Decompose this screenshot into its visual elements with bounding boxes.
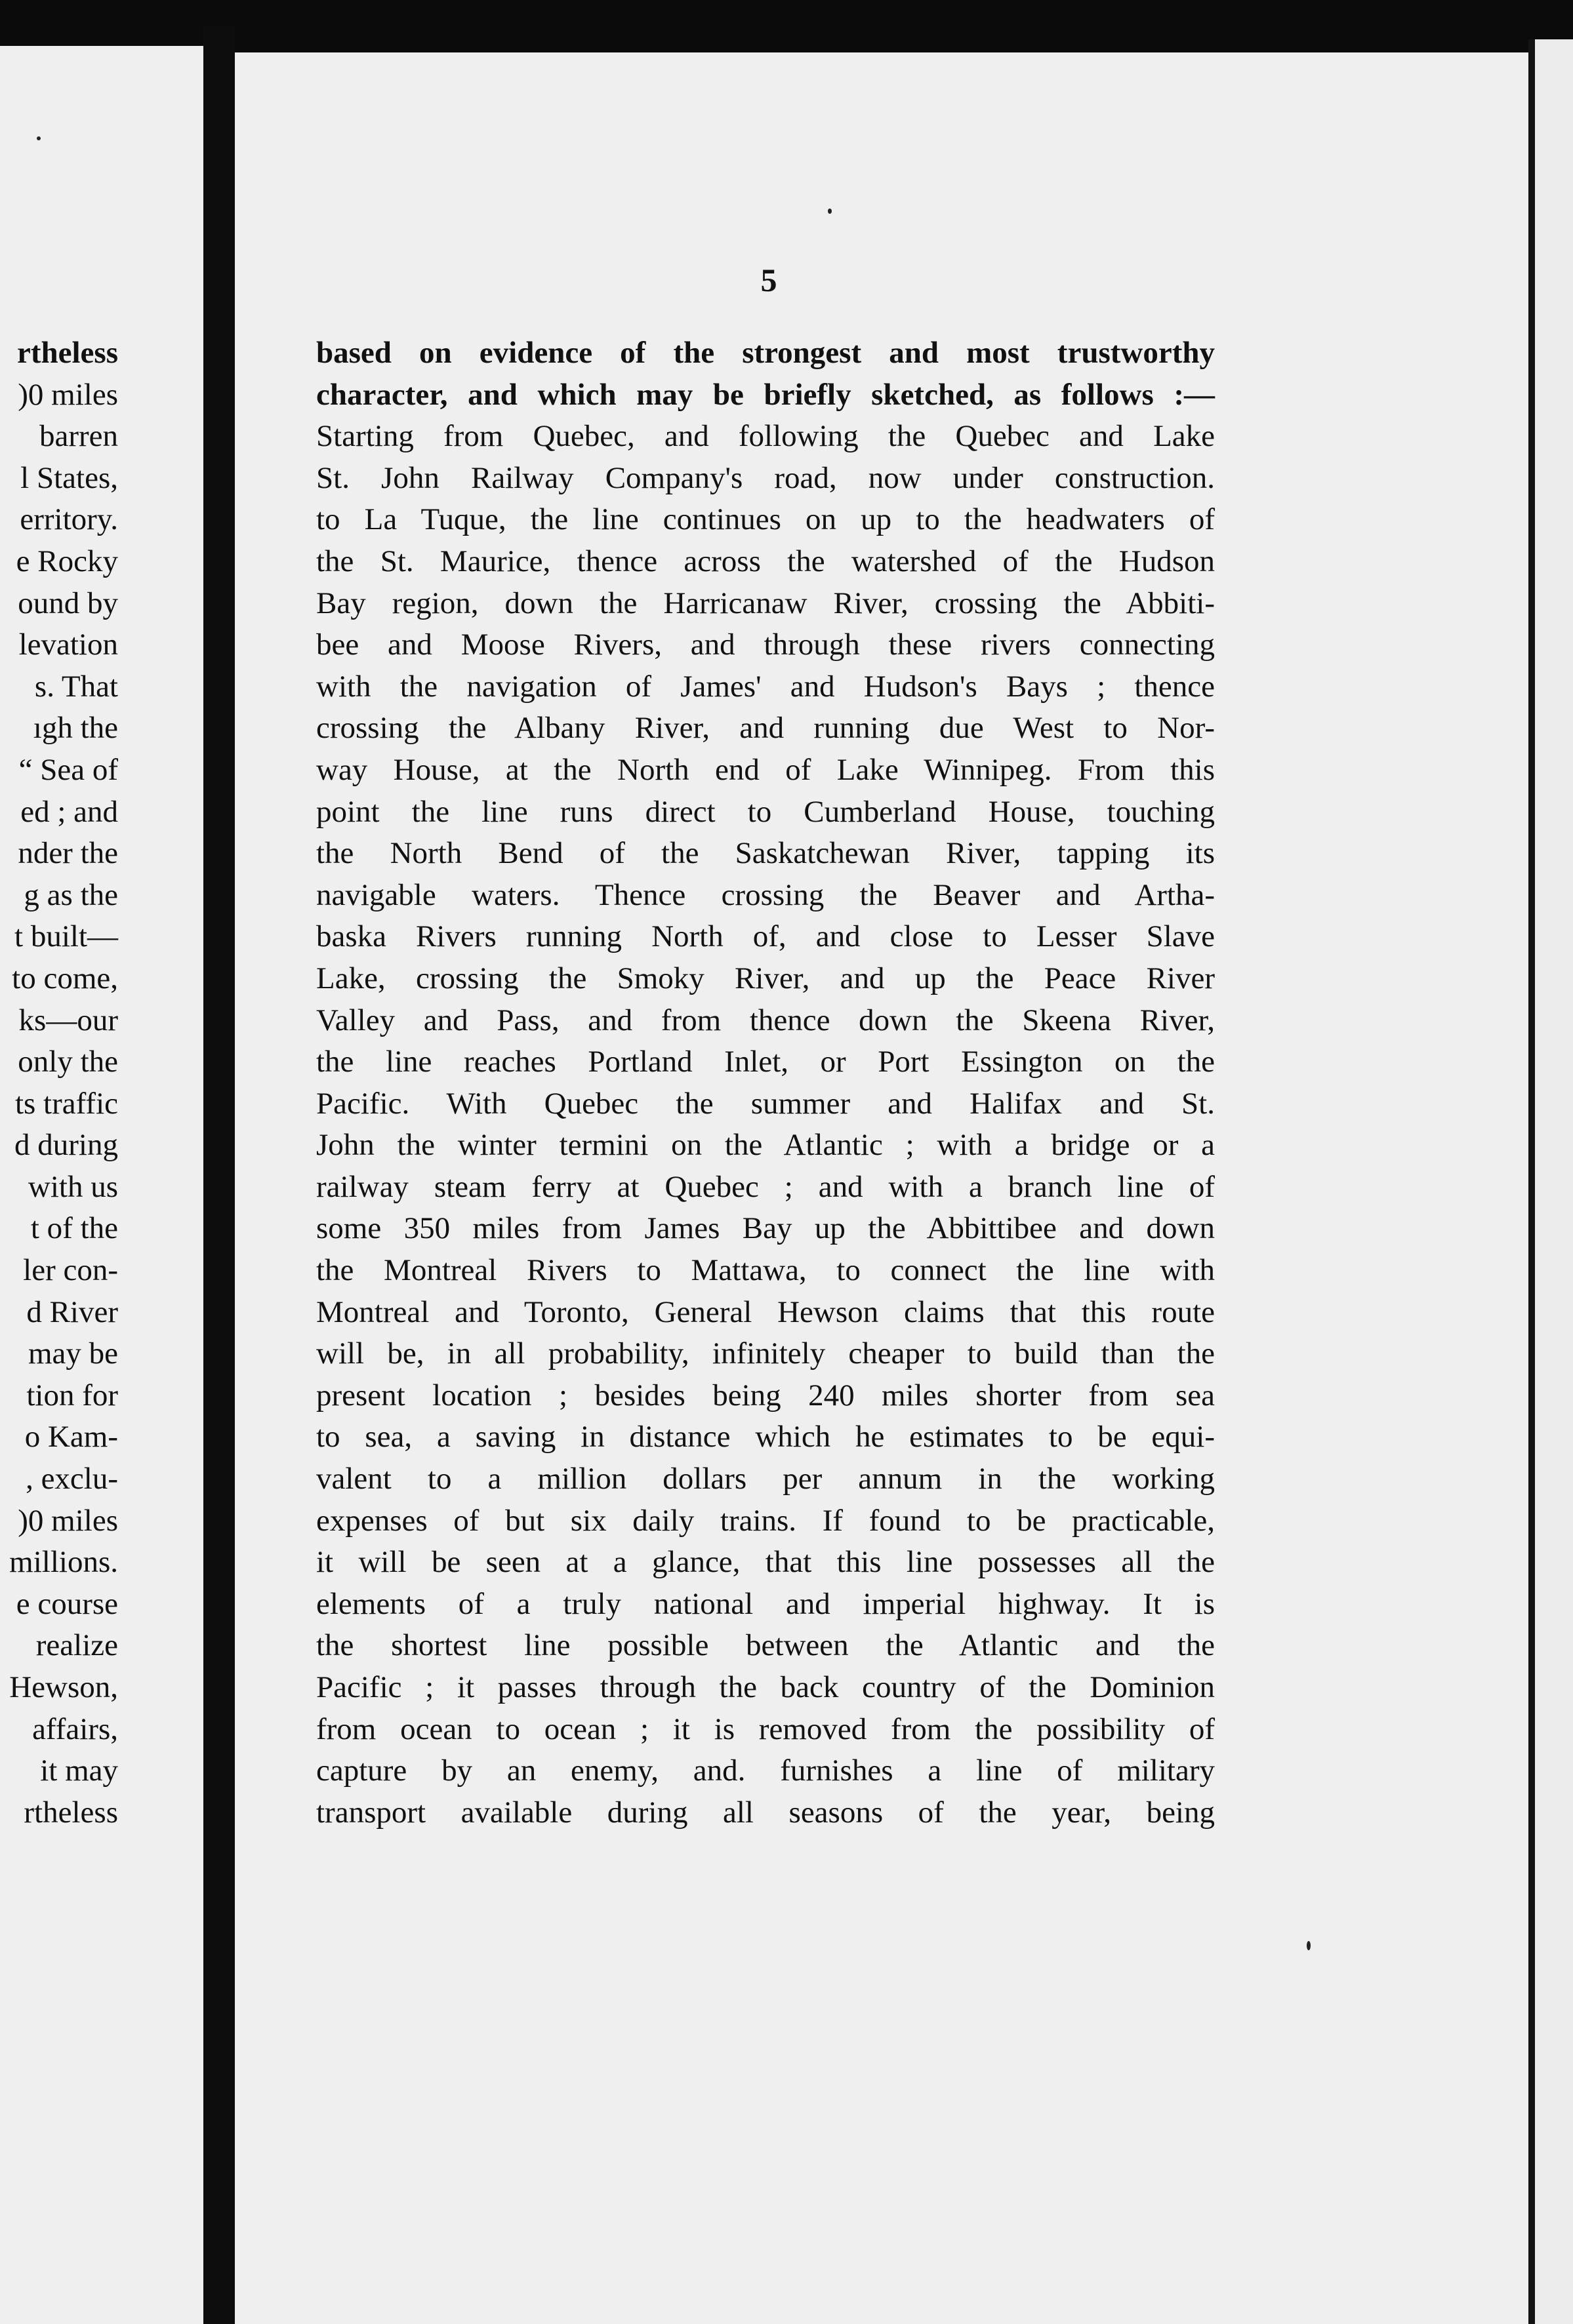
- fragment-line: erritory.: [20, 502, 118, 537]
- text-line: valent to a million dollars per annum in the working: [316, 1462, 1215, 1496]
- text-line: Pacific. With Quebec the summer and Halifax and St.: [316, 1086, 1215, 1121]
- fragment-line: ound by: [18, 586, 118, 620]
- fragment-line: rtheless: [24, 1795, 118, 1830]
- fragment-line: with us: [28, 1169, 118, 1204]
- fragment-line: barren: [39, 419, 118, 454]
- fragment-line: levation: [18, 628, 118, 662]
- text-line: point the line runs direct to Cumberland House, touching: [316, 794, 1215, 829]
- fragment-line: g as the: [24, 877, 118, 912]
- fragment-line: rtheless: [16, 336, 118, 370]
- text-line: with the navigation of James' and Hudson's Bays ; thence: [316, 669, 1215, 704]
- page-number: 5: [760, 262, 777, 298]
- text-line: John the winter termini on the Atlantic ; with a bridge or a: [316, 1128, 1215, 1163]
- dust-speck: [828, 209, 832, 214]
- text-line: Lake, crossing the Smoky River, and up the Peace River: [316, 961, 1215, 995]
- fragment-line: it may: [40, 1753, 118, 1788]
- fragment-line: )0 miles: [18, 377, 118, 412]
- text-line: to sea, a saving in distance which he estimates to be equi-: [316, 1420, 1215, 1454]
- fragment-line: to come,: [12, 961, 118, 995]
- text-line: way House, at the North end of Lake Winnipeg. From this: [316, 752, 1215, 787]
- fragment-line: may be: [28, 1336, 118, 1371]
- fragment-line: d during: [14, 1128, 118, 1163]
- fragment-line: d River: [26, 1294, 118, 1329]
- fragment-line: ıgh the: [33, 711, 118, 746]
- text-line: Starting from Quebec, and following the Quebec and Lake: [316, 419, 1215, 454]
- text-line: character, and which may be briefly sketched, as follows :—: [316, 377, 1215, 412]
- dust-speck: [1307, 1941, 1311, 1950]
- text-line: expenses of but six daily trains. If found to be practicable,: [316, 1503, 1215, 1538]
- text-line: Bay region, down the Harricanaw River, crossing the Abbiti-: [316, 586, 1215, 620]
- text-line: to La Tuque, the line continues on up to the headwaters of: [316, 502, 1215, 537]
- text-line: railway steam ferry at Quebec ; and with a branch line of: [316, 1169, 1215, 1204]
- next-page-edge: [1528, 39, 1573, 2324]
- fragment-line: realize: [35, 1628, 118, 1663]
- text-line: the line reaches Portland Inlet, or Port Essington on the: [316, 1045, 1215, 1079]
- text-line: Valley and Pass, and from thence down the Skeena River,: [316, 1003, 1215, 1037]
- fragment-line: ler con-: [23, 1253, 118, 1288]
- text-line: St. John Railway Company's road, now under construction.: [316, 460, 1215, 495]
- text-line: baska Rivers running North of, and close to Lesser Slave: [316, 919, 1215, 954]
- text-line: Montreal and Toronto, General Hewson claims that this route: [316, 1294, 1215, 1329]
- fragment-line: l States,: [20, 460, 118, 495]
- text-line: capture by an enemy, and. furnishes a line of military: [316, 1753, 1215, 1788]
- text-line: the shortest line possible between the Atlantic and the: [316, 1628, 1215, 1663]
- book-gutter: [203, 26, 235, 2324]
- fragment-line: ed ; and: [20, 794, 118, 829]
- previous-page-text: [9, 333, 118, 1834]
- fragment-line: Hewson,: [9, 1670, 118, 1704]
- fragment-line: “ Sea of: [18, 752, 118, 787]
- text-line: crossing the Albany River, and running due West to Nor-: [316, 711, 1215, 746]
- text-line: based on evidence of the strongest and most trustworthy: [316, 336, 1215, 370]
- text-line: present location ; besides being 240 miles shorter from sea: [316, 1378, 1215, 1412]
- text-line: elements of a truly national and imperial highway. It is: [316, 1586, 1215, 1621]
- fragment-line: t built—: [14, 919, 118, 954]
- page-body-text: [316, 333, 1215, 1834]
- fragment-line: affairs,: [32, 1712, 118, 1746]
- fragment-line: t of the: [30, 1211, 118, 1246]
- text-line: bee and Moose Rivers, and through these rivers connecting: [316, 628, 1215, 662]
- fragment-line: ks—our: [18, 1003, 118, 1037]
- previous-page: [0, 46, 203, 2324]
- text-line: navigable waters. Thence crossing the Beaver and Artha-: [316, 877, 1215, 912]
- text-line: some 350 miles from James Bay up the Abbittibee and down: [316, 1211, 1215, 1246]
- fragment-line: only the: [18, 1045, 118, 1079]
- fragment-line: )0 miles: [18, 1503, 118, 1538]
- fragment-line: nder the: [18, 836, 118, 871]
- text-line: the St. Maurice, thence across the watershed of the Hudson: [316, 544, 1215, 578]
- text-line: the North Bend of the Saskatchewan River, tapping its: [316, 836, 1215, 871]
- fragment-line: e course: [16, 1586, 118, 1621]
- fragment-line: ts traffic: [14, 1086, 118, 1121]
- dust-speck: [37, 136, 41, 140]
- fragment-line: s. That: [34, 669, 118, 704]
- text-line: from ocean to ocean ; it is removed from the possibility of: [316, 1712, 1215, 1746]
- fragment-line: tion for: [26, 1378, 118, 1412]
- text-line: transport available during all seasons of the year, being: [316, 1795, 1215, 1830]
- text-line: the Montreal Rivers to Mattawa, to connect the line with: [316, 1253, 1215, 1288]
- text-line: will be, in all probability, infinitely cheaper to build than the: [316, 1336, 1215, 1371]
- fragment-line: e Rocky: [16, 544, 118, 578]
- fragment-line: millions.: [9, 1545, 118, 1580]
- text-line: Pacific ; it passes through the back country of the Dominion: [316, 1670, 1215, 1704]
- text-line: it will be seen at a glance, that this line possesses all the: [316, 1545, 1215, 1580]
- fragment-line: , exclu-: [26, 1462, 118, 1496]
- fragment-line: o Kam-: [24, 1420, 118, 1454]
